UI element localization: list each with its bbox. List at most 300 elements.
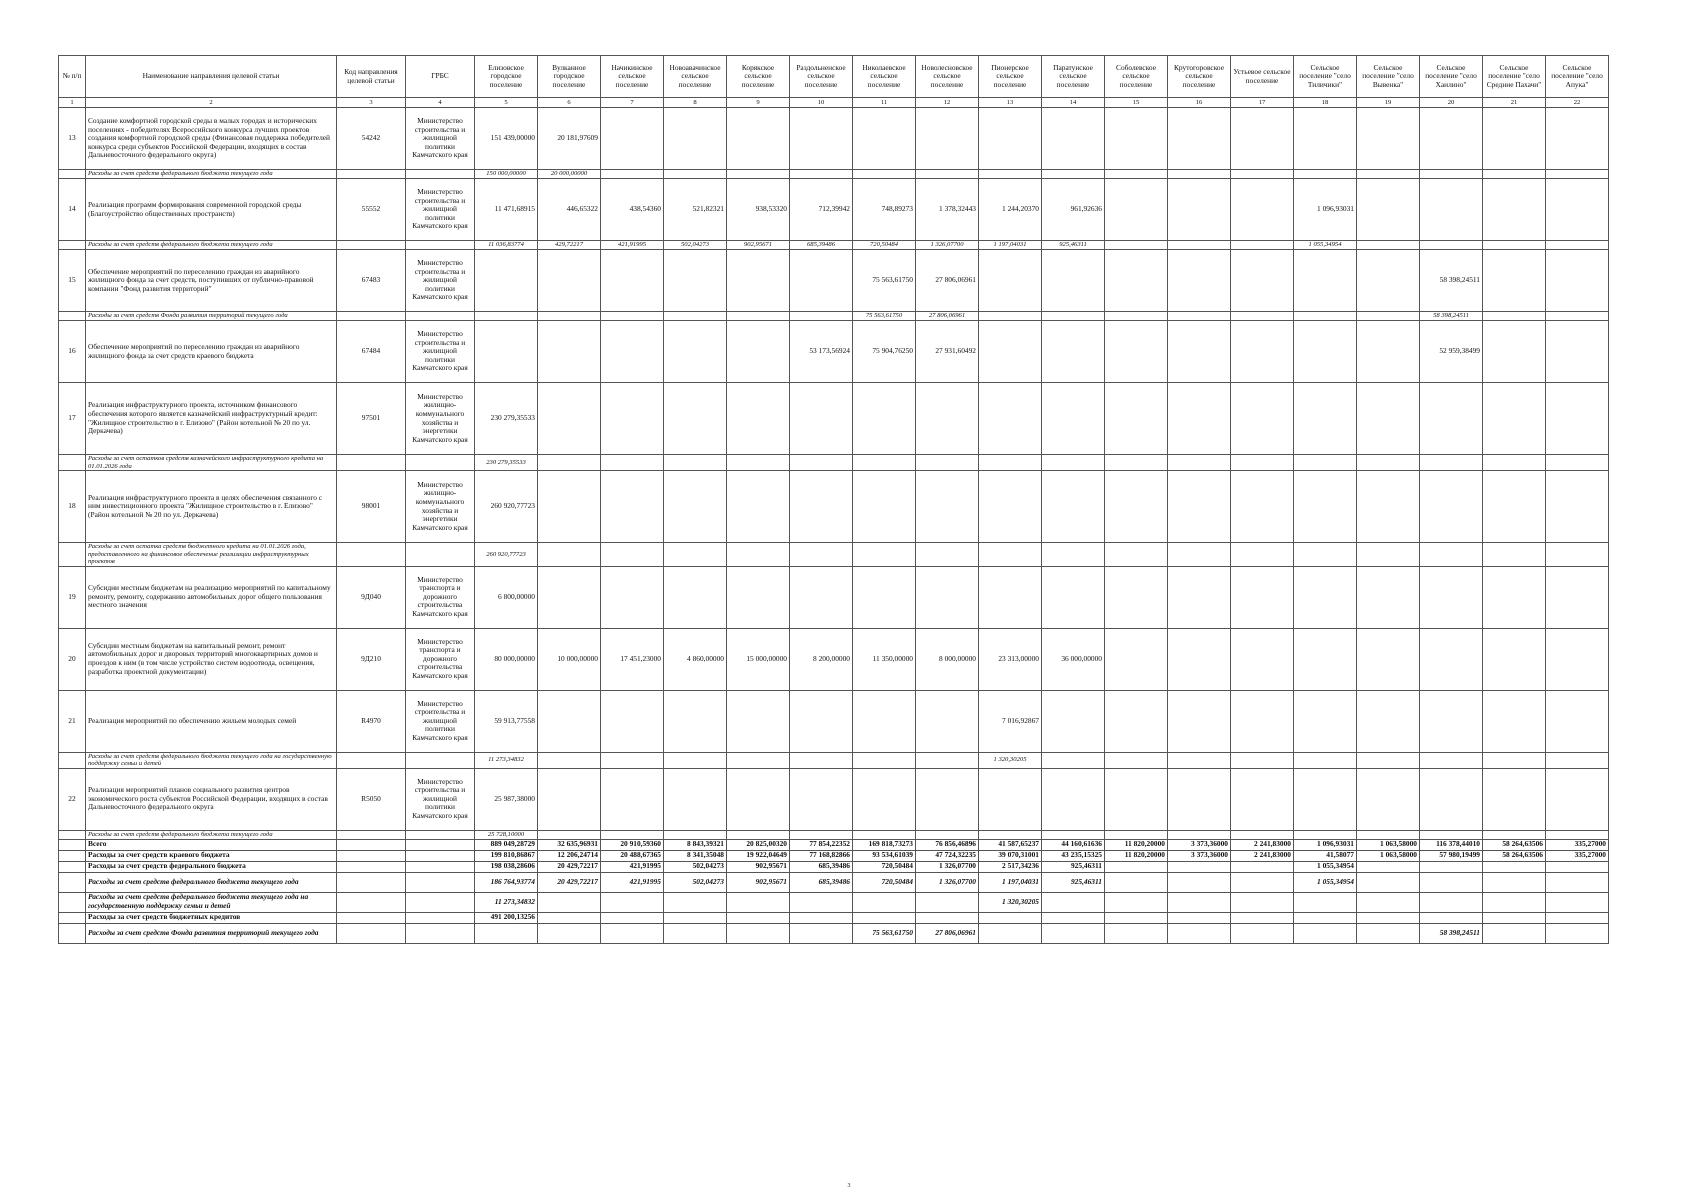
value-cell [853,543,916,567]
value-cell [1420,241,1483,250]
value-cell [790,912,853,923]
value-cell [1042,923,1105,943]
value-cell [1105,321,1168,383]
table-row [59,628,1609,690]
value-cell [979,250,1042,312]
value-cell [1042,543,1105,567]
value-cell: 199 810,86867 [475,850,538,861]
value-cell [664,690,727,752]
row-grbs [406,543,475,567]
value-cell [853,690,916,752]
value-cell: 438,54360 [601,179,664,241]
value-cell: 720,50484 [853,872,916,892]
value-cell: 961,92636 [1042,179,1105,241]
row-code [337,923,406,943]
column-number: 16 [1168,98,1231,108]
value-cell [1168,923,1231,943]
value-cell [916,912,979,923]
value-cell: 902,95671 [727,861,790,872]
value-cell: 1 197,04031 [979,872,1042,892]
value-cell: 925,46311 [1042,861,1105,872]
value-cell: 20 181,97609 [538,108,601,170]
value-cell [1483,912,1546,923]
value-cell [1420,543,1483,567]
row-name: Обеспечение мероприятий по переселению граждан из аварийного жилищного фонда за счет средств, поступивших от публично-правовой компании "Фонд развития территорий" [86,250,337,312]
column-header: Елизовское городское поселение [475,56,538,98]
value-cell [979,923,1042,943]
value-cell [1546,566,1609,628]
value-cell: 421,91995 [601,861,664,872]
value-cell [1168,455,1231,471]
table-row [59,321,1609,383]
budget-allocation-table [58,55,1609,944]
value-cell [853,768,916,830]
value-cell: 186 764,93774 [475,872,538,892]
value-cell [1357,241,1420,250]
row-name: Расходы за счет средств федерального бюджета текущего года на государственную поддержку семьи и детей [86,892,337,912]
value-cell [1105,690,1168,752]
value-cell [1420,108,1483,170]
value-cell [853,566,916,628]
value-cell [1231,566,1294,628]
row-number [59,170,86,179]
value-cell [1546,455,1609,471]
value-cell: 902,95671 [727,872,790,892]
value-cell [1483,383,1546,455]
value-cell: 25 987,38000 [475,768,538,830]
value-cell [664,170,727,179]
value-cell [916,543,979,567]
value-cell [538,321,601,383]
value-cell [1483,170,1546,179]
row-grbs [406,170,475,179]
value-cell [916,170,979,179]
value-cell [1483,830,1546,839]
value-cell [979,383,1042,455]
row-number: 15 [59,250,86,312]
value-cell [853,830,916,839]
value-cell [1105,250,1168,312]
row-code [337,912,406,923]
value-cell: 75 904,76250 [853,321,916,383]
value-cell [1420,872,1483,892]
value-cell [1042,830,1105,839]
value-cell [1357,543,1420,567]
value-cell: 335,27000 [1546,839,1609,850]
value-cell [1168,312,1231,321]
value-cell: 720,50484 [853,861,916,872]
value-cell [1294,768,1357,830]
value-cell [664,830,727,839]
value-cell [979,830,1042,839]
value-cell [853,108,916,170]
value-cell [1231,861,1294,872]
value-cell [475,250,538,312]
value-cell: 1 063,58000 [1357,850,1420,861]
value-cell [1294,108,1357,170]
value-cell [1546,250,1609,312]
value-cell: 1 320,30205 [979,892,1042,912]
value-cell [790,830,853,839]
value-cell [538,830,601,839]
row-code: 67484 [337,321,406,383]
value-cell [664,312,727,321]
row-name: Реализация программ формирования современной городской среды (Благоустройство общественных пространств) [86,179,337,241]
row-number [59,543,86,567]
row-number [59,312,86,321]
value-cell: 1 063,58000 [1357,839,1420,850]
value-cell [1357,455,1420,471]
value-cell [1357,250,1420,312]
value-cell [1420,455,1483,471]
column-header: Раздольненское сельское поселение [790,56,853,98]
value-cell [790,923,853,943]
value-cell [601,108,664,170]
row-name: Субсидии местным бюджетам на капитальный ремонт, ремонт автомобильных дорог и дворовых территорий многоквартирных домов и проездов к ним (в том числе устройство систем водоотвода, освещения, разработка проектной документации) [86,628,337,690]
value-cell: 8 000,00000 [916,628,979,690]
value-cell [916,768,979,830]
value-cell [1357,383,1420,455]
value-cell [1483,892,1546,912]
value-cell [601,752,664,768]
value-cell [1105,383,1168,455]
row-number [59,839,86,850]
value-cell [538,566,601,628]
total-row [59,839,1609,850]
value-cell [1294,321,1357,383]
value-cell [1483,455,1546,471]
value-cell: 116 378,44010 [1420,839,1483,850]
column-number: 19 [1357,98,1420,108]
value-cell [916,108,979,170]
value-cell: 925,46311 [1042,872,1105,892]
value-cell [1168,471,1231,543]
row-code: 9Д040 [337,566,406,628]
sub-row [59,312,1609,321]
row-code [337,312,406,321]
row-code [337,543,406,567]
column-header: Пионерское сельское поселение [979,56,1042,98]
page-number: 3 [847,1183,851,1189]
value-cell: 8 843,39321 [664,839,727,850]
value-cell [1042,321,1105,383]
value-cell [1168,179,1231,241]
row-number: 17 [59,383,86,455]
value-cell: 76 856,46896 [916,839,979,850]
row-grbs [406,312,475,321]
column-number: 7 [601,98,664,108]
row-number [59,455,86,471]
value-cell [538,312,601,321]
row-code: 97501 [337,383,406,455]
column-header: Наименование направления целевой статьи [86,56,337,98]
value-cell [1231,312,1294,321]
sub-row [59,455,1609,471]
value-cell [1420,471,1483,543]
value-cell [727,768,790,830]
column-header: Вулканное городское поселение [538,56,601,98]
value-cell [790,752,853,768]
value-cell [538,912,601,923]
value-cell: 1 320,30205 [979,752,1042,768]
value-cell [538,250,601,312]
column-number: 12 [916,98,979,108]
value-cell [853,912,916,923]
value-cell [979,471,1042,543]
table-row [59,383,1609,455]
value-cell [1546,108,1609,170]
value-cell [1357,108,1420,170]
value-cell: 151 439,00000 [475,108,538,170]
value-cell [1168,830,1231,839]
value-cell: 889 049,28729 [475,839,538,850]
value-cell [1168,383,1231,455]
value-cell [727,923,790,943]
value-cell: 47 724,32235 [916,850,979,861]
value-cell [1105,566,1168,628]
value-cell: 502,04273 [664,861,727,872]
value-cell: 1 326,07700 [916,241,979,250]
value-cell [1294,471,1357,543]
row-number: 20 [59,628,86,690]
value-cell [1294,690,1357,752]
value-cell [1294,830,1357,839]
row-grbs: Министерство строительства и жилищной политики Камчатского края [406,768,475,830]
row-name: Расходы за счет средств федерального бюджета текущего года [86,872,337,892]
value-cell: 11 273,34832 [475,892,538,912]
column-number: 4 [406,98,475,108]
row-code [337,830,406,839]
value-cell [1546,768,1609,830]
column-number: 17 [1231,98,1294,108]
value-cell: 44 160,61636 [1042,839,1105,850]
row-name: Расходы за счет остатков средств казначейского инфраструктурного кредита на 01.01.2026 года [86,455,337,471]
value-cell [727,892,790,912]
column-header: Соболевское сельское поселение [1105,56,1168,98]
value-cell: 1 197,04031 [979,241,1042,250]
value-cell [1483,241,1546,250]
value-cell [601,383,664,455]
row-number [59,923,86,943]
value-cell [1168,861,1231,872]
value-cell [1357,752,1420,768]
value-cell [1357,872,1420,892]
value-cell [1294,892,1357,912]
value-cell [1546,321,1609,383]
column-number: 5 [475,98,538,108]
value-cell [538,923,601,943]
value-cell [1546,912,1609,923]
value-cell: 11 273,34832 [475,752,538,768]
value-cell [1168,752,1231,768]
value-cell [538,543,601,567]
header-row [59,56,1609,98]
value-cell [1105,108,1168,170]
value-cell [1231,321,1294,383]
value-cell [853,752,916,768]
value-cell [1357,312,1420,321]
value-cell [1231,690,1294,752]
value-cell: 1 096,93031 [1294,839,1357,850]
table-row [59,108,1609,170]
value-cell [1483,179,1546,241]
row-name: Реализация мероприятий по обеспечению жильем молодых семей [86,690,337,752]
column-number: 9 [727,98,790,108]
value-cell: 7 016,92867 [979,690,1042,752]
value-cell [1042,455,1105,471]
row-grbs: Министерство строительства и жилищной политики Камчатского края [406,108,475,170]
value-cell [1105,752,1168,768]
value-cell: 17 451,23000 [601,628,664,690]
value-cell: 685,39486 [790,861,853,872]
row-grbs [406,839,475,850]
value-cell: 36 000,00000 [1042,628,1105,690]
row-name: Расходы за счет средств Фонда развития территорий текущего года [86,312,337,321]
table-row [59,471,1609,543]
value-cell [727,312,790,321]
value-cell: 1 326,07700 [916,872,979,892]
column-header: Крутогоровское сельское поселение [1168,56,1231,98]
row-number [59,850,86,861]
value-cell [979,170,1042,179]
value-cell [790,108,853,170]
value-cell [1231,179,1294,241]
value-cell: 8 200,00000 [790,628,853,690]
row-grbs [406,912,475,923]
value-cell: 57 980,19499 [1420,850,1483,861]
value-cell [601,566,664,628]
value-cell [1546,179,1609,241]
value-cell [1294,923,1357,943]
value-cell [1231,768,1294,830]
value-cell [1168,690,1231,752]
value-cell: 429,72217 [538,241,601,250]
row-name: Расходы за счет остатка средств бюджетного кредита на 01.01.2026 года, предоставленного на финансовое обеспечение реализации инфраструктурных проектов [86,543,337,567]
value-cell: 169 818,73273 [853,839,916,850]
value-cell [1483,628,1546,690]
row-code: 55552 [337,179,406,241]
row-name: Расходы за счет средств бюджетных кредитов [86,912,337,923]
value-cell: 8 341,35048 [664,850,727,861]
row-code [337,850,406,861]
value-cell: 58 264,63506 [1483,839,1546,850]
value-cell [790,170,853,179]
value-cell: 41 587,65237 [979,839,1042,850]
value-cell [1483,752,1546,768]
row-grbs [406,241,475,250]
value-cell: 150 000,00000 [475,170,538,179]
row-code [337,455,406,471]
value-cell [727,108,790,170]
value-cell: 10 000,00000 [538,628,601,690]
value-cell: 58 398,24511 [1420,923,1483,943]
value-cell [1168,566,1231,628]
row-grbs: Министерство строительства и жилищной политики Камчатского края [406,321,475,383]
value-cell [1546,471,1609,543]
row-code: 9Д210 [337,628,406,690]
value-cell: 3 373,36000 [1168,850,1231,861]
value-cell [1105,312,1168,321]
row-number [59,861,86,872]
row-name: Расходы за счет средств федерального бюджета текущего года [86,170,337,179]
value-cell [664,892,727,912]
row-name: Субсидии местным бюджетам на реализацию мероприятий по капитальному ремонту, ремонту, содержанию автомобильных дорог общего пользования местного значения [86,566,337,628]
column-header: № п/п [59,56,86,98]
value-cell: 502,04273 [664,241,727,250]
row-name: Реализация мероприятий планов социального развития центров экономического роста субъектов Российской Федерации, входящих в состав Дальневосточного федерального округа [86,768,337,830]
value-cell [1357,923,1420,943]
value-cell: 80 000,00000 [475,628,538,690]
table-row [59,566,1609,628]
value-cell [1357,628,1420,690]
value-cell [1483,690,1546,752]
value-cell [1042,892,1105,912]
value-cell [1357,912,1420,923]
value-cell: 748,89273 [853,179,916,241]
value-cell [727,543,790,567]
value-cell [1546,923,1609,943]
value-cell [1546,543,1609,567]
value-cell [664,923,727,943]
row-number [59,830,86,839]
value-cell [1420,179,1483,241]
value-cell [1546,861,1609,872]
row-number: 22 [59,768,86,830]
column-header: Сельское поселение "село Тиличики" [1294,56,1357,98]
row-code [337,241,406,250]
value-cell [1231,383,1294,455]
row-number: 19 [59,566,86,628]
value-cell: 75 563,61750 [853,923,916,943]
value-cell [1168,241,1231,250]
row-code: 67483 [337,250,406,312]
value-cell [727,912,790,923]
table-body [59,108,1609,944]
value-cell [1546,892,1609,912]
column-number: 13 [979,98,1042,108]
value-cell [664,543,727,567]
value-cell [1483,768,1546,830]
value-cell: 902,95671 [727,241,790,250]
value-cell: 230 279,35533 [475,383,538,455]
value-cell [1231,455,1294,471]
column-number: 10 [790,98,853,108]
value-cell [475,923,538,943]
value-cell: 27 806,06961 [916,923,979,943]
value-cell [538,768,601,830]
column-number: 14 [1042,98,1105,108]
value-cell [601,543,664,567]
value-cell: 27 806,06961 [916,250,979,312]
value-cell [1042,250,1105,312]
row-number [59,241,86,250]
value-cell [601,170,664,179]
value-cell [664,566,727,628]
value-cell: 421,91995 [601,872,664,892]
value-cell [1294,383,1357,455]
row-grbs [406,861,475,872]
value-cell [1294,752,1357,768]
value-cell: 1 055,34954 [1294,861,1357,872]
row-name: Расходы за счет средств краевого бюджета [86,850,337,861]
row-grbs [406,830,475,839]
value-cell [979,108,1042,170]
total-row [59,850,1609,861]
value-cell [538,455,601,471]
value-cell [790,250,853,312]
value-cell [727,383,790,455]
table-row [59,179,1609,241]
